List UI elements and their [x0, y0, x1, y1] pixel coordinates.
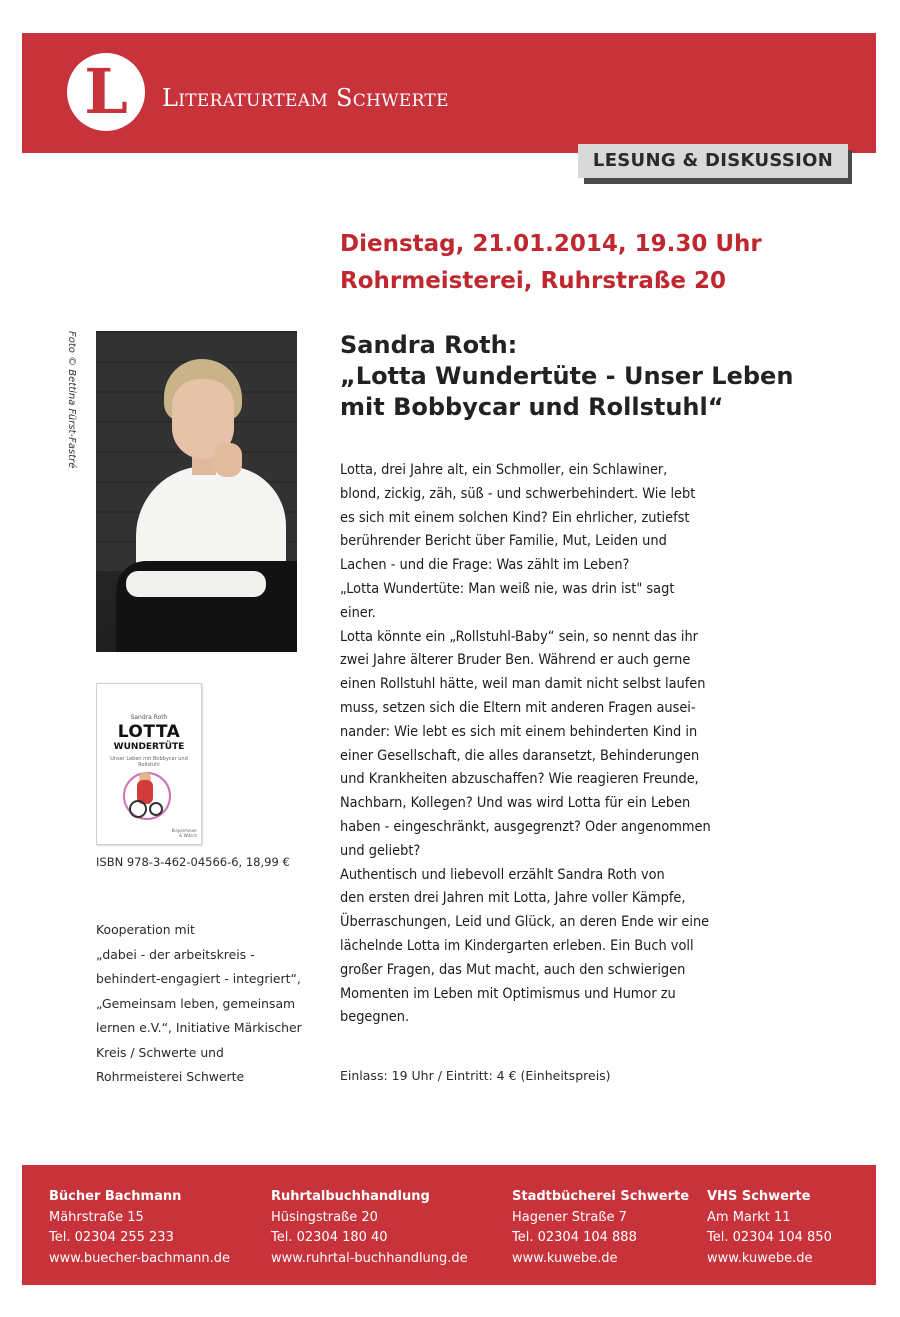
partner-name: Ruhrtalbuchhandlung: [271, 1189, 430, 1204]
isbn-price: ISBN 978-3-462-04566-6, 18,99 €: [96, 855, 290, 869]
cooperation-note: [96, 918, 326, 1090]
description-line: und Krankheiten abzuschaffen? Wie reagieren Freunde,: [340, 771, 699, 788]
cooperation-line: lernen e.V.“, Initiative Märkischer: [96, 1020, 302, 1035]
cooperation-line: Kooperation mit: [96, 922, 195, 937]
book-title-line-1: „Lotta Wundertüte - Unser Leben: [340, 362, 794, 390]
book-cover-author: Sandra Roth: [130, 714, 168, 721]
brand-name: Literaturteam Schwerte: [162, 84, 449, 112]
cooperation-line: Rohrmeisterei Schwerte: [96, 1069, 245, 1084]
book-cover-title-2: WUNDERTÜTE: [113, 742, 185, 752]
description-line: und geliebt?: [340, 842, 421, 859]
reading-title: [340, 330, 810, 423]
description-line: einen Rollstuhl hätte, weil man damit nicht selbst laufen: [340, 676, 706, 693]
description-line: blond, zickig, zäh, süß - und schwerbehindert. Wie lebt: [340, 485, 696, 502]
partner-phone: Tel. 02304 255 233: [49, 1230, 174, 1245]
footer-partner: [49, 1187, 230, 1269]
event-type-ribbon: LESUNG & DISKUSSION: [578, 144, 848, 178]
description-line: einer Gesellschaft, die alles daransetzt, Behinderungen: [340, 747, 700, 764]
partner-name: Bücher Bachmann: [49, 1189, 182, 1204]
wheel-small-icon: [149, 802, 163, 816]
footer-partner: [707, 1187, 832, 1269]
description-line: berührender Bericht über Familie, Mut, Leiden und: [340, 533, 667, 550]
partner-phone: Tel. 02304 180 40: [271, 1230, 388, 1245]
partner-phone: Tel. 02304 104 888: [512, 1230, 637, 1245]
partner-website[interactable]: www.kuwebe.de: [512, 1250, 618, 1266]
partner-website[interactable]: www.ruhrtal-buchhandlung.de: [271, 1250, 468, 1266]
partner-address: Hagener Straße 7: [512, 1209, 627, 1225]
description-line: zwei Jahre älterer Bruder Ben. Während er auch gerne: [340, 652, 691, 669]
cooperation-line: Kreis / Schwerte und: [96, 1044, 224, 1060]
description-line: Überraschungen, Leid und Glück, an deren Ende wir eine: [340, 914, 710, 931]
book-cover-title-1: LOTTA: [117, 722, 181, 742]
description-line: nander: Wie lebt es sich mit einem behinderten Kind in: [340, 723, 698, 740]
description-line: den ersten drei Jahren mit Lotta, Jahre voller Kämpfe,: [340, 890, 686, 907]
logo-letter: L: [84, 55, 128, 128]
partner-address: Am Markt 11: [707, 1209, 791, 1225]
partner-name: VHS Schwerte: [707, 1189, 811, 1204]
footer-partner: [271, 1187, 468, 1269]
description-line: lächelnde Lotta im Kindergarten erleben. Ein Buch voll: [340, 937, 694, 954]
logo-icon: [67, 53, 145, 131]
book-cover-publisher: Kiepenheuer & Witsch: [171, 828, 197, 838]
partner-address: Hüsingstraße 20: [271, 1209, 378, 1225]
book-title-line-2: mit Bobbycar und Rollstuhl“: [340, 393, 724, 421]
cooperation-line: „Gemeinsam leben, gemeinsam: [96, 995, 296, 1011]
event-venue: Rohrmeisterei, Ruhrstraße 20: [340, 268, 727, 294]
admission-info: Einlass: 19 Uhr / Eintritt: 4 € (Einheitspreis): [340, 1068, 611, 1083]
partner-address: Mährstraße 15: [49, 1209, 144, 1225]
partner-website[interactable]: www.kuwebe.de: [707, 1250, 813, 1266]
description-line: „Lotta Wundertüte: Man weiß nie, was drin ist" sagt: [340, 580, 675, 597]
header-banner: [22, 33, 876, 153]
description-line: einer.: [340, 604, 376, 621]
description-line: Lachen - und die Frage: Was zählt im Leben?: [340, 557, 630, 574]
photo-credit: [64, 331, 90, 531]
description-line: Nachbarn, Kollegen? Und was wird Lotta für ein Leben: [340, 795, 691, 812]
partner-phone: Tel. 02304 104 850: [707, 1230, 832, 1245]
cooperation-line: behindert-engagiert - integriert“,: [96, 971, 301, 986]
book-cover-subtitle: Unser Leben mit Bobbycar und Rollstuhl: [110, 756, 188, 768]
event-date: Dienstag, 21.01.2014, 19.30 Uhr: [340, 231, 762, 257]
description-line: Lotta, drei Jahre alt, ein Schmoller, ein Schlawiner,: [340, 462, 668, 478]
wheel-icon: [129, 800, 147, 818]
description-text: [340, 459, 810, 1030]
footer-partner: [512, 1187, 689, 1269]
description-line: großer Fragen, das Mut macht, auch den schwierigen: [340, 961, 686, 978]
book-cover-image: [96, 683, 202, 845]
photo-credit-text: Foto © Bettina Fürst-Fastré: [66, 331, 77, 469]
cooperation-line: „dabei - der arbeitskreis -: [96, 946, 255, 962]
partner-website[interactable]: www.buecher-bachmann.de: [49, 1250, 231, 1266]
description-line: Momenten im Leben mit Optimismus und Humor zu: [340, 985, 676, 1002]
footer-banner: [22, 1165, 876, 1285]
partner-name: Stadtbücherei Schwerte: [512, 1189, 690, 1204]
description-line: muss, setzen sich die Eltern mit anderen Fragen ausei-: [340, 699, 696, 716]
description-line: Authentisch und liebevoll erzählt Sandra Roth von: [340, 866, 665, 883]
description-line: es sich mit einem solchen Kind? Ein ehrlicher, zutiefst: [340, 509, 690, 526]
description-line: Lotta könnte ein „Rollstuhl-Baby“ sein, so nennt das ihr: [340, 628, 698, 645]
description-line: haben - eingeschränkt, ausgegrenzt? Oder angenommen: [340, 818, 711, 835]
author-name: Sandra Roth:: [340, 331, 518, 359]
description-line: begegnen.: [340, 1009, 410, 1026]
author-photo: [96, 331, 297, 652]
